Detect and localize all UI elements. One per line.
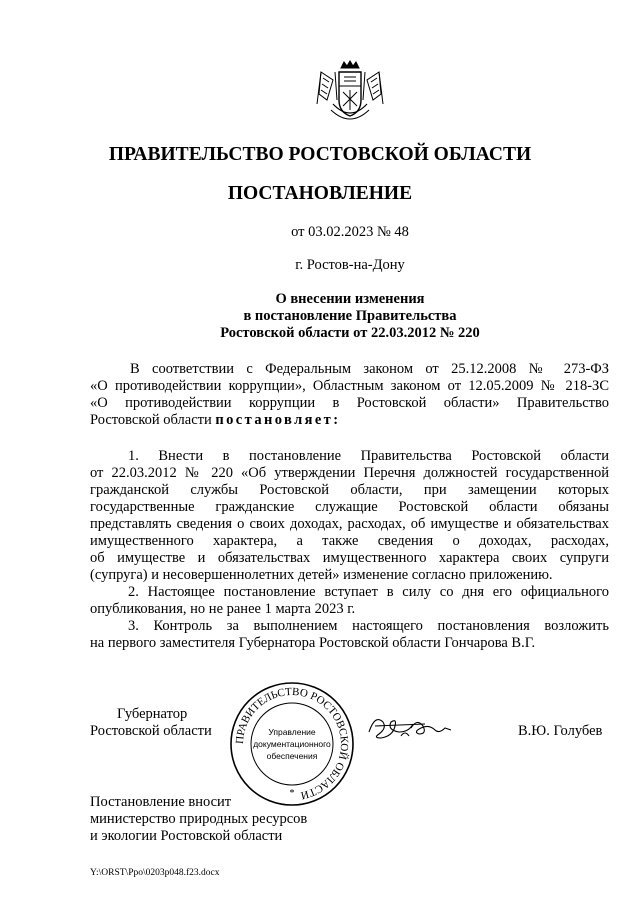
item-line: (супруга) и несовершеннолетних детей» изменение согласно приложению. xyxy=(90,567,553,583)
submitted-by-line: министерство природных ресурсов xyxy=(90,811,308,827)
item-1-paragraph xyxy=(90,448,609,584)
item-3-paragraph xyxy=(90,618,609,652)
preamble-line: «О противодействии коррупции в Ростовской области» Правительство xyxy=(90,395,609,411)
item-line: опубликования, но не ранее 1 марта 2023 г. xyxy=(90,601,356,617)
preamble-last-prefix: Ростовской области xyxy=(90,412,212,428)
stamp-center-line: Управление xyxy=(268,727,316,737)
signatory-title-line: Ростовской области xyxy=(90,723,212,739)
resolve-word: постановляет: xyxy=(215,412,341,428)
preamble-line: В соответствии с Федеральным законом от 25.12.2008 № 273-ФЗ xyxy=(130,361,609,377)
submitted-by-line: Постановление вносит xyxy=(90,794,232,810)
signatory-title-line: Губернатор xyxy=(117,706,188,722)
organization-title: ПРАВИТЕЛЬСТВО РОСТОВСКОЙ ОБЛАСТИ xyxy=(108,144,532,165)
item-line: от 22.03.2012 № 220 «Об утверждении Перечня должностей государственной xyxy=(90,465,609,481)
submitted-by-line: и экологии Ростовской области xyxy=(90,828,283,844)
stamp-ring-text: ПРАВИТЕЛЬСТВО РОСТОВСКОЙ ОБЛАСТИ xyxy=(233,685,351,802)
item-line: 2. Настоящее постановление вступает в силу со дня его официального xyxy=(128,584,609,600)
stamp-center-line: документационного xyxy=(253,739,331,749)
signatory-name: В.Ю. Голубев xyxy=(518,723,603,739)
item-line: на первого заместителя Губернатора Ростовской области Гончарова В.Г. xyxy=(90,635,536,651)
item-2-paragraph xyxy=(90,584,609,618)
date-number: от 03.02.2023 № 48 xyxy=(291,224,409,240)
star-icon: * xyxy=(289,788,295,799)
file-path: Y:\ORST\Ppo\0203p048.f23.docx xyxy=(90,868,220,878)
subject-line: О внесении изменения xyxy=(275,291,425,307)
stamp-center-line: обеспечения xyxy=(266,751,318,761)
item-line: представлять сведения о своих доходах, расходах, об имуществе и обязательствах xyxy=(90,516,609,532)
item-line: 3. Контроль за выполнением настоящего постановления возложить xyxy=(128,618,609,634)
handwritten-signature xyxy=(365,708,453,748)
item-line: об имуществе и обязательствах имущественного характера своих супруги xyxy=(90,550,609,566)
item-line: государственные гражданские служащие Ростовской области обязаны xyxy=(90,499,609,515)
coat-of-arms-emblem xyxy=(313,60,387,126)
item-line: гражданской службы Ростовской области, при замещении которых xyxy=(90,482,609,498)
item-line: 1. Внести в постановление Правительства Ростовской области xyxy=(128,448,609,464)
official-stamp xyxy=(228,680,356,808)
document-subject xyxy=(0,291,640,342)
submitted-by-block xyxy=(90,794,307,845)
subject-line: Ростовской области от 22.03.2012 № 220 xyxy=(220,325,480,341)
preamble-line xyxy=(90,412,609,429)
preamble-paragraph xyxy=(90,361,609,429)
preamble-line: «О противодействии коррупции», Областным законом от 12.05.2009 № 218-ЗС xyxy=(90,378,609,394)
city: г. Ростов-на-Дону xyxy=(295,257,405,273)
signatory-title xyxy=(90,706,212,740)
document-type-title: ПОСТАНОВЛЕНИЕ xyxy=(227,183,413,204)
item-line: имущественного характера, а также сведения о доходах, расходах, xyxy=(90,533,609,549)
subject-line: в постановление Правительства xyxy=(243,308,457,324)
